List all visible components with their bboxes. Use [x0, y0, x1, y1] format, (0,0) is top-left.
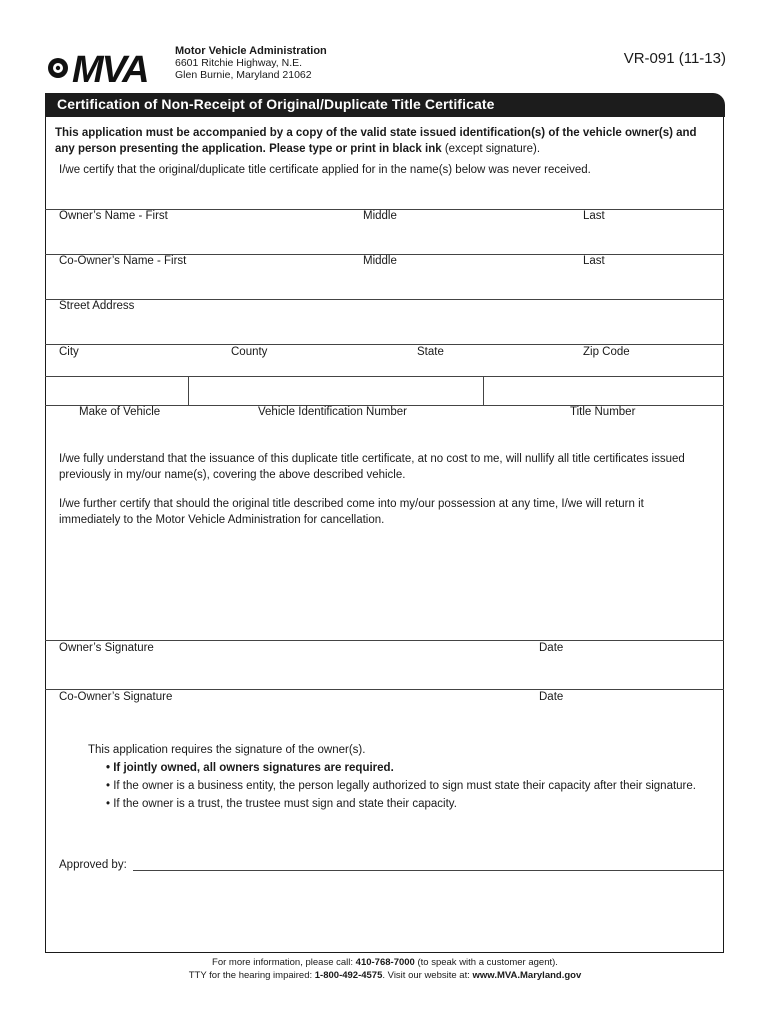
coowner-first-label: Co-Owner’s Name - First: [59, 255, 187, 267]
footer-text: For more information, please call:: [212, 957, 356, 968]
requirements-intro: This application requires the signature of the owner(s).: [88, 744, 366, 756]
footer-line1: [0, 956, 770, 969]
footer: [0, 956, 770, 982]
certify-statement: I/we certify that the original/duplicate title certificate applied for in the name(s) below was never received.: [59, 164, 591, 176]
form-title: Certification of Non-Receipt of Original/Duplicate Title Certificate: [57, 96, 495, 112]
requirement-business: • If the owner is a business entity, the person legally authorized to sign must state their capacity after their signature.: [106, 780, 696, 792]
footer-text: TTY for the hearing impaired:: [188, 970, 315, 981]
org-address-line1: 6601 Ritchie Highway, N.E.: [175, 57, 303, 69]
owner-first-label: Owner’s Name - First: [59, 210, 168, 222]
requirement-trust: • If the owner is a trust, the trustee must sign and state their capacity.: [106, 798, 457, 810]
coowner-middle-label: Middle: [363, 255, 397, 267]
owner-date-label: Date: [539, 642, 564, 654]
owner-last-label: Last: [583, 210, 605, 222]
divider: [188, 376, 189, 406]
divider: [45, 344, 724, 345]
steering-wheel-icon: [48, 58, 68, 78]
intro-normal: (except signature).: [441, 143, 541, 155]
approved-by-label: Approved by:: [59, 859, 127, 871]
vin-label: Vehicle Identification Number: [258, 406, 407, 418]
return-paragraph: I/we further certify that should the original title described come into my/our possession at any time, I/we will return it immediately to the Motor Vehicle Administration for cancellation.: [59, 498, 644, 526]
footer-line2: [0, 969, 770, 982]
coowner-signature-label: Co-Owner’s Signature: [59, 691, 173, 703]
footer-text: (to speak with a customer agent).: [414, 957, 558, 968]
state-label: State: [417, 346, 444, 358]
coowner-last-label: Last: [583, 255, 605, 267]
org-name: Motor Vehicle Administration: [175, 45, 327, 57]
nullify-paragraph: I/we fully understand that the issuance of this duplicate title certificate, at no cost to me, will nullify all title certificates issued previously in my/our name(s), covering the above described vehicle.: [59, 453, 685, 481]
divider: [45, 376, 724, 377]
form-box: [45, 117, 724, 953]
title-bar: [45, 93, 725, 117]
tty-number: 1-800-492-4575: [314, 970, 383, 981]
divider: [45, 640, 724, 641]
zip-code-label: Zip Code: [583, 346, 630, 358]
signature-requirements: [88, 741, 696, 813]
divider: [483, 376, 484, 406]
footer-text: . Visit our website at:: [382, 970, 473, 981]
organization-info: [175, 45, 327, 81]
street-address-label: Street Address: [59, 300, 135, 312]
phone-number: 410-768-7000: [355, 957, 415, 968]
divider: [45, 689, 724, 690]
make-of-vehicle-label: Make of Vehicle: [79, 406, 161, 418]
form-number: VR-091 (11-13): [623, 50, 726, 67]
owner-signature-label: Owner’s Signature: [59, 642, 154, 654]
owner-middle-label: Middle: [363, 210, 397, 222]
website-link[interactable]: www.MVA.Maryland.gov: [472, 970, 582, 981]
intro-bold: This application must be accompanied by a copy of the valid state issued identification(s) of the vehicle owner(s) and any person presenting the application. Please type or print in black ink: [55, 127, 697, 155]
svg-text:MVA: MVA: [72, 49, 148, 88]
mva-logo: [44, 44, 169, 88]
coowner-date-label: Date: [539, 691, 564, 703]
approved-by-line: [133, 870, 723, 871]
county-label: County: [231, 346, 268, 358]
intro-text: [55, 125, 715, 157]
title-number-label: Title Number: [570, 406, 636, 418]
requirement-joint: • If jointly owned, all owners signatures are required.: [106, 762, 394, 774]
org-address-line2: Glen Burnie, Maryland 21062: [175, 69, 312, 81]
divider: [45, 299, 724, 300]
city-label: City: [59, 346, 79, 358]
